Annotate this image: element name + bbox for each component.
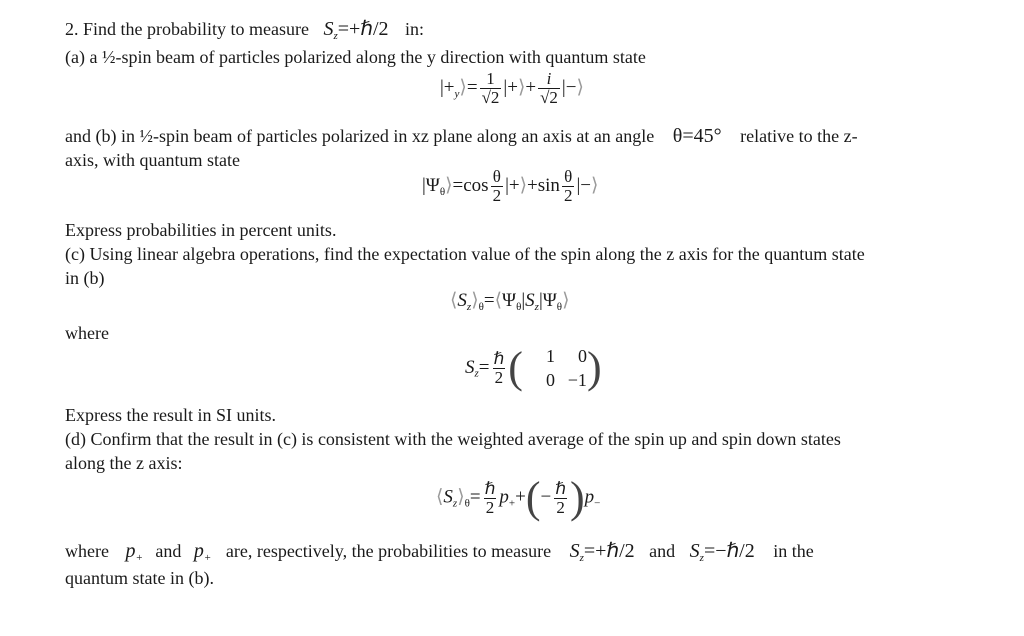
heading-text: 2. Find the probability to measure [65,19,309,39]
equation-plus-y: $|+_y⟩=$ $\frac{1}{√2}$ |+⟩+ $\frac{i}{√2}$ |−⟩ [440,69,584,107]
part-d-text: (d) Confirm that the result in (c) is consistent with the weighted average of the spin up and spin down states [65,429,841,449]
fraction-one-over-sqrt2: $\frac{1}{√2}$ [481,69,500,107]
theta-45: θ=45° [672,125,722,147]
where-text-1: where [65,323,109,343]
heading-end: in: [405,19,425,39]
equation-psi-theta: $|\Psi_\theta⟩=\cos$ $\frac{\theta}{2}$ |+⟩+sin $\frac{\theta}{2}$ |−⟩ [422,167,599,205]
sz-plus-value: =+ℏ/2 [337,18,389,40]
ket-plus-y: $|+_y⟩$ [440,76,467,100]
part-a-text: (a) a ½-spin beam of particles polarized along the y direction with quantum state [65,47,646,67]
p-plus-symbol-2: $p_+$ [193,540,212,564]
fraction-i-over-sqrt2: $\frac{i}{√2}$ [540,69,558,107]
equation-sz-matrix: $S_z=$ $\frac{\text{ℏ}}{2}$ ( 1 0 0 −1 ) [465,343,602,392]
part-d-text-2: along the z axis: [65,453,183,473]
part-c-text: (c) Using linear algebra operations, find the expectation value of the spin along the z axis for the quantum state [65,244,865,264]
si-units-text: Express the result in SI units. [65,405,276,425]
pauli-z-matrix: 1 0 0 −1 [545,346,587,390]
final-text: where $p_+$ and $p_+$ are, respectively, the probabilities to measure $S_z=+\hbar/2$ and $S_z=-\hbar/2$ in the [65,540,814,564]
percent-units-text: Express probabilities in percent units. [65,220,337,240]
p-plus-symbol: $p_+$ [125,540,143,564]
part-b-text: and (b) in ½-spin beam of particles polarized in xz plane along an axis at an angle θ=45° relative to the z- [65,125,858,147]
equation-weighted-average: $⟨S_z⟩_\theta=$ $\frac{\text{ℏ}}{2}$ $p_++(-$ $\frac{\text{ℏ}}{2}$ )$p_-$ [436,473,601,522]
sz-symbol: $S_z$ [323,18,338,42]
part-c-text-2: in (b) [65,268,105,288]
problem-heading [65,18,424,47]
final-text-2: quantum state in (b). [65,568,214,588]
equation-expectation: $⟨S_z⟩_\theta=⟨\Psi_\theta|S_z|\Psi_\theta⟩$ [450,290,570,313]
part-b-text-2: axis, with quantum state [65,150,240,170]
